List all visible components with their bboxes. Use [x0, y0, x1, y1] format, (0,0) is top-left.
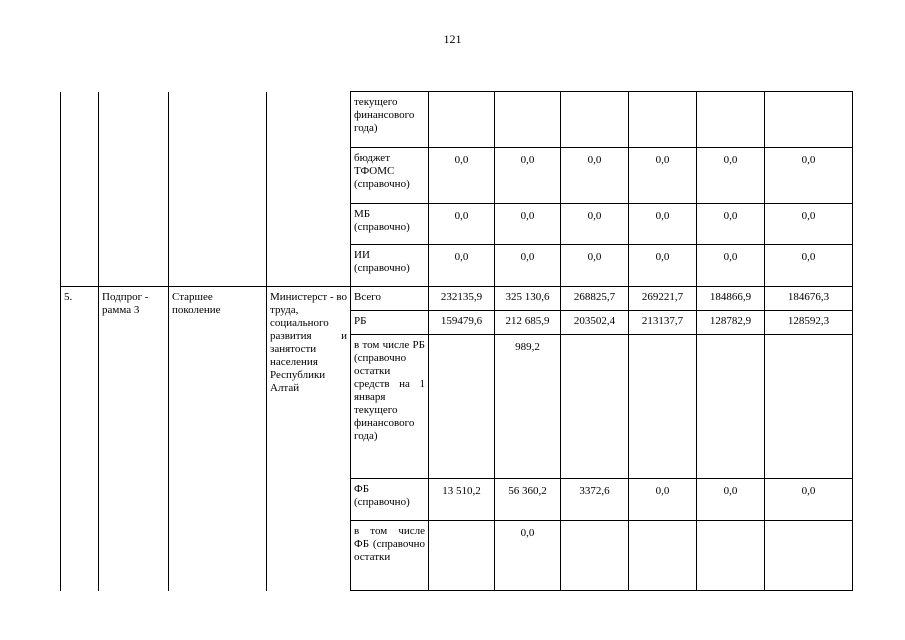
value-cell: 13 510,2 [429, 479, 495, 521]
source-cell: бюджет ТФОМС (справочно) [351, 148, 429, 204]
source-cell: ФБ (справочно) [351, 479, 429, 521]
value-cell [765, 335, 853, 479]
value-cell: 0,0 [629, 204, 697, 245]
value-cell: 0,0 [495, 148, 561, 204]
value-cell: 0,0 [495, 521, 561, 591]
value-cell [429, 92, 495, 148]
value-cell: 3372,6 [561, 479, 629, 521]
value-cell [697, 92, 765, 148]
value-cell [697, 521, 765, 591]
source-cell: РБ [351, 311, 429, 335]
value-cell: 128782,9 [697, 311, 765, 335]
value-cell: 0,0 [765, 479, 853, 521]
value-cell: 0,0 [429, 148, 495, 204]
source-cell: в том числе ФБ (справочно остатки [351, 521, 429, 591]
value-cell: 0,0 [697, 245, 765, 287]
budget-table [60, 91, 853, 591]
value-cell: 0,0 [629, 479, 697, 521]
value-cell [629, 92, 697, 148]
value-cell: 0,0 [561, 245, 629, 287]
table-row [61, 92, 853, 148]
value-cell [561, 92, 629, 148]
value-cell: 0,0 [429, 204, 495, 245]
value-cell [429, 521, 495, 591]
value-cell: 0,0 [429, 245, 495, 287]
value-cell: 56 360,2 [495, 479, 561, 521]
value-cell [561, 335, 629, 479]
source-cell: текущего финансового года) [351, 92, 429, 148]
number-cell [61, 92, 99, 287]
table-row [61, 287, 853, 311]
value-cell: 184866,9 [697, 287, 765, 311]
value-cell: 128592,3 [765, 311, 853, 335]
value-cell [629, 521, 697, 591]
value-cell: 0,0 [561, 204, 629, 245]
subprogram-type: Подпрог - рамма 3 [99, 287, 169, 591]
value-cell [429, 335, 495, 479]
value-cell: 0,0 [697, 204, 765, 245]
value-cell: 203502,4 [561, 311, 629, 335]
subprogram-executor: Министерст - во труда, социального развития и занятости населения Республики Алтай [267, 287, 351, 591]
value-cell: 0,0 [765, 148, 853, 204]
subprogram-number: 5. [61, 287, 99, 591]
name-cell [169, 92, 267, 287]
value-cell: 269221,7 [629, 287, 697, 311]
value-cell: 159479,6 [429, 311, 495, 335]
value-cell: 0,0 [495, 245, 561, 287]
source-cell: ИИ (справочно) [351, 245, 429, 287]
page-number: 121 [443, 32, 462, 46]
value-cell: 0,0 [629, 148, 697, 204]
value-cell: 212 685,9 [495, 311, 561, 335]
value-cell: 989,2 [495, 335, 561, 479]
value-cell [765, 92, 853, 148]
value-cell: 0,0 [495, 204, 561, 245]
source-cell: в том числе РБ (справочно остатки средств на 1 января текущего финансового года) [351, 335, 429, 479]
executor-cell [267, 92, 351, 287]
value-cell: 0,0 [561, 148, 629, 204]
value-cell: 0,0 [765, 204, 853, 245]
value-cell: 0,0 [697, 148, 765, 204]
value-cell: 213137,7 [629, 311, 697, 335]
value-cell [697, 335, 765, 479]
value-cell: 325 130,6 [495, 287, 561, 311]
subprogram-name: Старшее поколение [169, 287, 267, 591]
value-cell: 0,0 [629, 245, 697, 287]
value-cell [629, 335, 697, 479]
value-cell: 0,0 [697, 479, 765, 521]
value-cell [561, 521, 629, 591]
source-cell: Всего [351, 287, 429, 311]
source-cell: МБ (справочно) [351, 204, 429, 245]
value-cell [495, 92, 561, 148]
value-cell: 184676,3 [765, 287, 853, 311]
value-cell: 232135,9 [429, 287, 495, 311]
value-cell [765, 521, 853, 591]
value-cell: 268825,7 [561, 287, 629, 311]
type-cell [99, 92, 169, 287]
value-cell: 0,0 [765, 245, 853, 287]
